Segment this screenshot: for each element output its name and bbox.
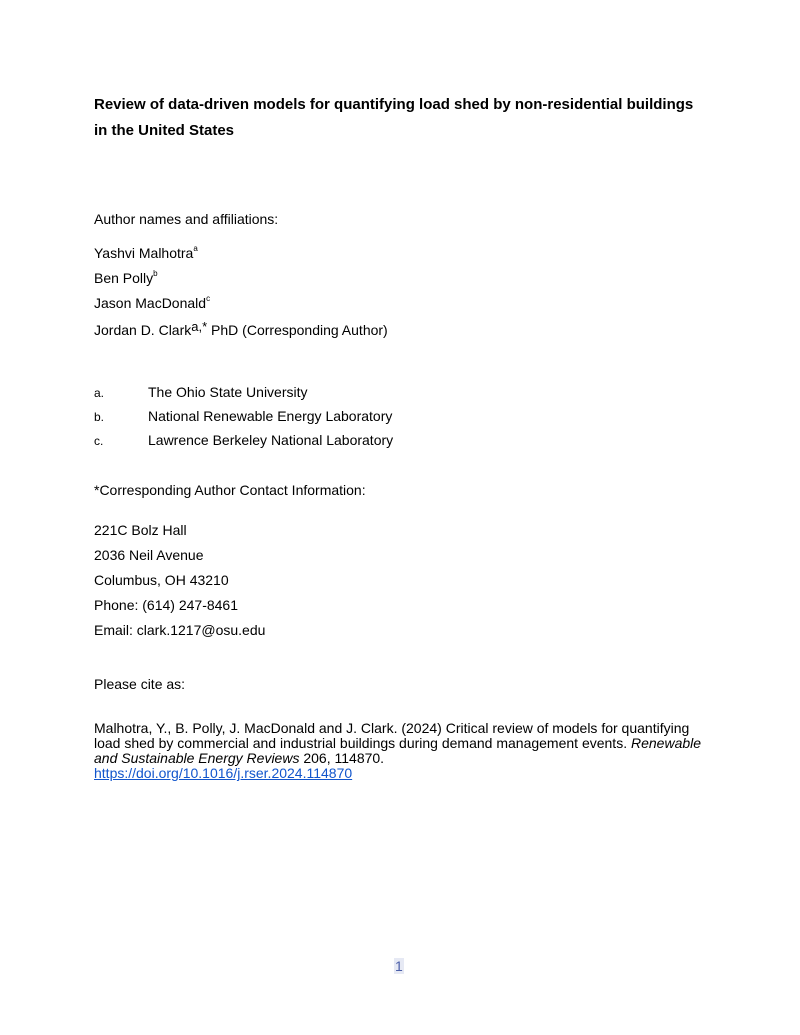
affiliation-c <box>94 432 393 450</box>
affiliation-text: Lawrence Berkeley National Laboratory <box>148 432 394 448</box>
authors-heading: Author names and affiliations: <box>94 211 279 227</box>
contact-phone: Phone: (614) 247-8461 <box>94 597 238 613</box>
affiliation-text: National Renewable Energy Laboratory <box>148 408 393 424</box>
cite-heading: Please cite as: <box>94 676 186 692</box>
affiliation-a <box>94 384 308 402</box>
contact-address-line3: Columbus, OH 43210 <box>94 572 229 588</box>
affiliation-marker: c. <box>94 434 104 448</box>
author-name: Ben Polly <box>94 270 154 286</box>
contact-email: Email: clark.1217@osu.edu <box>94 622 266 638</box>
author-name: Jason MacDonald <box>94 295 207 311</box>
author-name: Yashvi Malhotra <box>94 245 194 261</box>
contact-heading: *Corresponding Author Contact Information: <box>94 482 366 498</box>
affiliation-text: The Ohio State University <box>148 384 308 400</box>
citation <box>94 721 714 781</box>
citation-text: Malhotra, Y., B. Polly, J. MacDonald and J. Clark. (2024) Critical review of models for quantifying load shed by commercial and industrial buildings during demand management events. <box>94 720 690 751</box>
citation-journal: Renewable and Sustainable Energy Reviews <box>94 735 702 766</box>
author-sup: c <box>206 294 211 304</box>
author-2 <box>94 270 158 287</box>
affiliation-b <box>94 408 392 426</box>
author-suffix: PhD (Corresponding Author) <box>207 322 388 338</box>
page-number: 1 <box>395 958 403 974</box>
paper-title: Review of data-driven models for quantifying load shed by non-residential buildings in the United States <box>94 96 694 139</box>
author-4 <box>94 319 388 339</box>
author-sup: a,* <box>191 319 208 335</box>
citation-volume: 206, 114870. <box>299 750 385 766</box>
contact-address-line1: 221C Bolz Hall <box>94 522 187 538</box>
affiliation-marker: a. <box>94 386 105 400</box>
author-3 <box>94 295 210 312</box>
doi-link[interactable]: https://doi.org/10.1016/j.rser.2024.114870 <box>94 765 353 781</box>
author-1 <box>94 245 198 262</box>
author-name: Jordan D. Clark <box>94 322 192 338</box>
contact-address-line2: 2036 Neil Avenue <box>94 547 204 563</box>
author-sup: b <box>153 269 158 279</box>
affiliation-marker: b. <box>94 410 105 424</box>
author-sup: a <box>193 244 198 254</box>
